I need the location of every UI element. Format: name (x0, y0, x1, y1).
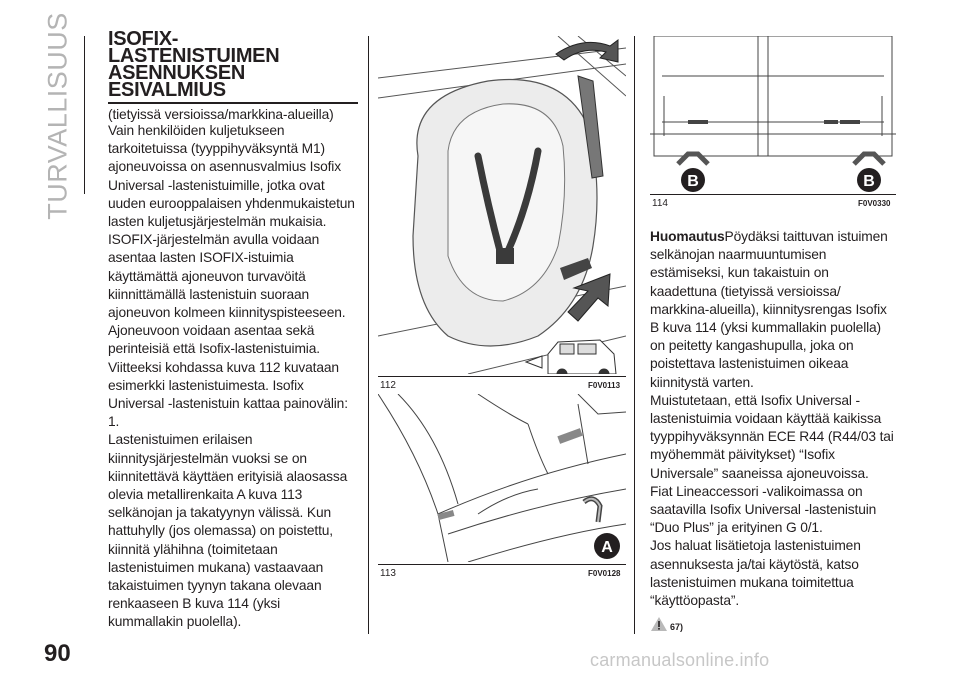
figure-114-rule (650, 194, 896, 195)
figure-113-number: 113 (380, 568, 396, 579)
side-divider (84, 36, 85, 194)
section-body (108, 108, 358, 632)
body-paragraph: Vain henkilöiden kuljetukseen tarkoitetuissa (tyyppihyväksyntä M1) ajoneuvoissa on asennusvalmius Isofix Universal -lastenistuimille, jotka ovat uuden eurooppalaisen yhdenmukaistetun lasten kuljetusjärjestelmän mukaisia. ISOFIX-järjestelmän avulla voidaan asentaa lasten ISOFIX-istuimia käyttämättä ajoneuvon turvavöitä kiinnittämällä lastenistuin suoraan ajoneuvon kolmeen kiinnityspisteeseen. (108, 123, 355, 321)
section-title (108, 28, 358, 101)
title-line: ASENNUKSEN (108, 62, 246, 84)
callout-a-label: A (601, 539, 613, 556)
column-divider (368, 36, 369, 634)
figure-114-code: F0V0330 (858, 199, 891, 208)
warning-reference (650, 616, 895, 632)
figure-112-rule (378, 376, 626, 377)
body-paragraph: Lastenistuimen erilaisen kiinnitysjärjestelmän vuoksi se on kiinnitettävä käyttäen erityisiä alaosassa olevia metallirenkaita A kuva 113 selkänojan ja takatyynyn välissä. Kun hattuhylly (jos olemassa) on poistettu, kiinnitä ylähihna (toimitetaan lastenistuimen mukana) vastaavaan takaistuimen tyynyn takana olevaan renkaaseen B kuva 114 (yksi kummallakin puolella). (108, 432, 348, 630)
callout-b-label-right: B (863, 173, 875, 190)
figure-113-rule (378, 564, 626, 565)
side-label-text: TURVALLISUUS (42, 12, 73, 220)
anchorage-rings-illustration (378, 394, 626, 562)
callout-b-label-left: B (687, 173, 699, 190)
note-body (650, 228, 895, 610)
title-underline (108, 102, 358, 104)
availability-note: (tietyissä versioissa/markkina-alueilla) (108, 107, 334, 122)
body-paragraph: Ajoneuvoon voidaan asentaa sekä perinteisiä että Isofix-lastenistuimia. Viitteeksi kohdassa kuva 112 kuvataan esimerkki lastenistuimesta. Isofix Universal -lastenistuin kattaa painovälin: 1. (108, 323, 348, 430)
figure-112-code: F0V0113 (588, 381, 621, 390)
column-divider (634, 36, 635, 634)
warning-triangle-icon (650, 616, 668, 632)
warning-ref-number: 67) (670, 622, 684, 633)
figure-113-anchorage (378, 394, 626, 562)
figure-114-number: 114 (652, 198, 668, 209)
column-right (650, 228, 895, 632)
child-seat-illustration (378, 36, 626, 374)
body-paragraph: Jos haluat lisätietoja lastenistuimen asennuksesta ja/tai käytöstä, katso lastenistuimen mukana toimitettua “käyttöopasta”. (650, 538, 861, 609)
title-line: LASTENISTUIMEN (108, 45, 280, 67)
column-left (108, 28, 358, 632)
note-label: Huomautus (650, 229, 725, 244)
figure-114-rear-rings (650, 36, 896, 192)
title-line: ISOFIX- (108, 28, 179, 50)
body-paragraph: Muistutetaan, että Isofix Universal -lastenistuimia voidaan käyttää kaikissa tyyppihyväksynnän ECE R44 (R44/03 tai myöhemmät päivitykset) “Isofix Universale” saaneissa ajoneuvoissa. (650, 392, 894, 481)
figure-112-number: 112 (380, 380, 396, 391)
figure-113-code: F0V0128 (588, 569, 621, 578)
title-line: ESIVALMIUS (108, 79, 226, 101)
watermark-text: carmanualsonline.info (590, 650, 770, 670)
note-text: Pöydäksi taittuvan istuimen selkänojan naarmuuntumisen estämiseksi, kun takaistuin on kaadettuna (tietyissä versioissa/ markkina-alueilla), kiinnitysrengas Isofix B kuva 114 (yksi kummallakin puolella) on peitetty kangashupulla, joka on poistettava lastenistuimen oikeaa kiinnitystä varten. (650, 229, 888, 390)
body-paragraph: Fiat Lineaccessori -valikoimassa on saatavilla Isofix Universal -lastenistuin “Duo Plus” ja erityinen G 0/1. (650, 483, 877, 536)
section-side-label (38, 12, 78, 220)
page-number: 90 (44, 640, 71, 667)
rear-rings-illustration (650, 36, 896, 192)
figure-112-child-seat (378, 36, 626, 374)
